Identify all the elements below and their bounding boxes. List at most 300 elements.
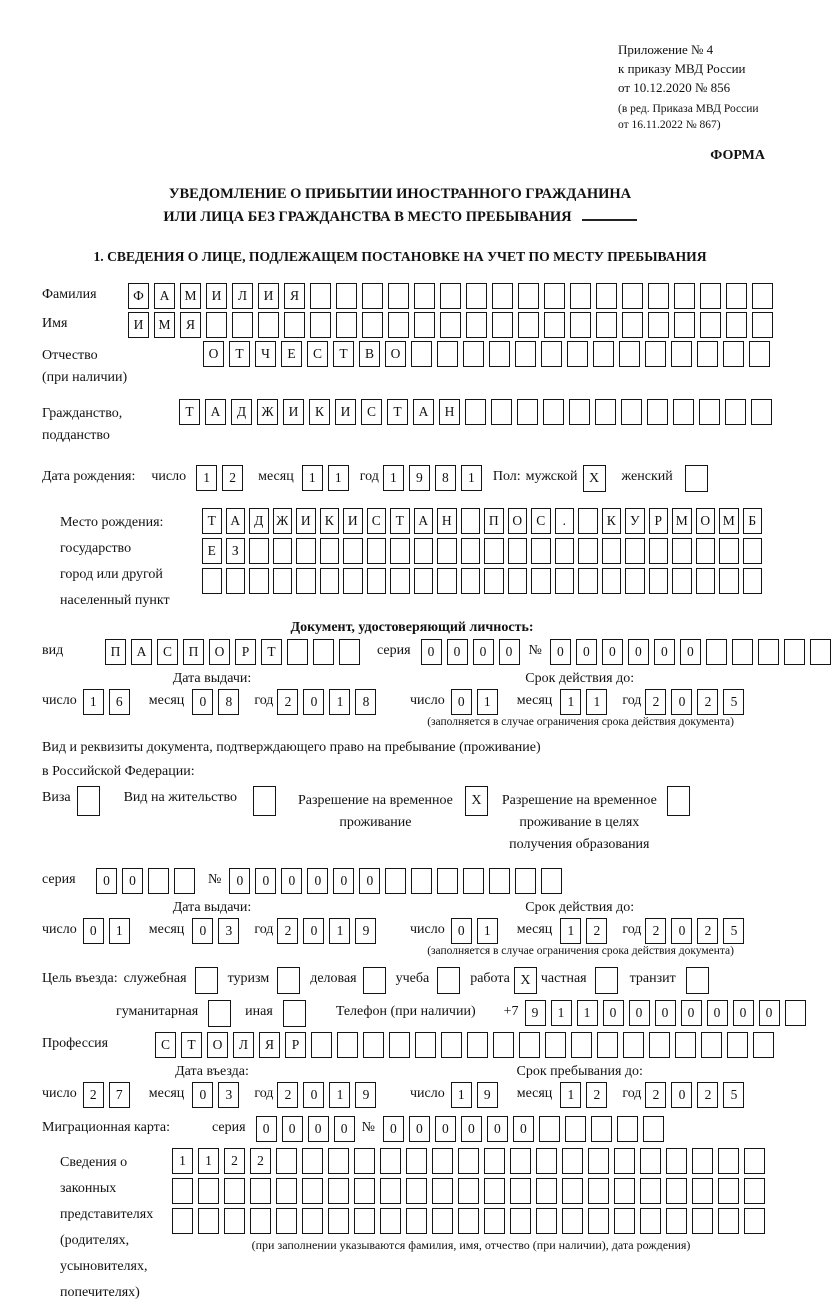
char-cell[interactable]: Б [743, 508, 763, 534]
char-cell[interactable]: 2 [645, 689, 666, 715]
char-cell[interactable]: 1 [109, 918, 130, 944]
char-cell[interactable]: Р [649, 508, 669, 534]
char-cell[interactable]: 0 [513, 1116, 534, 1142]
char-cell[interactable] [206, 312, 227, 338]
char-cell[interactable] [518, 312, 539, 338]
char-cell[interactable]: 0 [281, 868, 302, 894]
char-cell[interactable] [692, 1148, 713, 1174]
char-cell[interactable] [541, 868, 562, 894]
char-cell[interactable] [339, 639, 360, 665]
male-checkbox[interactable]: X [583, 465, 606, 492]
purpose-tourism-checkbox[interactable] [277, 967, 300, 994]
char-cell[interactable] [249, 568, 269, 594]
char-cell[interactable] [172, 1178, 193, 1204]
char-cell[interactable]: Р [235, 639, 256, 665]
char-cell[interactable] [458, 1208, 479, 1234]
char-cell[interactable]: . [555, 508, 575, 534]
char-cell[interactable] [437, 341, 458, 367]
char-cell[interactable]: З [226, 538, 246, 564]
char-cell[interactable]: Т [261, 639, 282, 665]
char-cell[interactable] [666, 1178, 687, 1204]
char-cell[interactable] [570, 283, 591, 309]
char-cell[interactable] [484, 538, 504, 564]
char-cell[interactable]: 2 [224, 1148, 245, 1174]
char-cell[interactable] [276, 1148, 297, 1174]
char-cell[interactable] [337, 1032, 358, 1058]
char-cell[interactable] [602, 568, 622, 594]
char-cell[interactable]: К [602, 508, 622, 534]
char-cell[interactable] [432, 1208, 453, 1234]
char-cell[interactable]: О [385, 341, 406, 367]
char-cell[interactable]: 0 [499, 639, 520, 665]
char-cell[interactable] [749, 341, 770, 367]
char-cell[interactable] [743, 568, 763, 594]
char-cell[interactable] [198, 1208, 219, 1234]
char-cell[interactable] [362, 283, 383, 309]
char-cell[interactable]: Ж [257, 399, 278, 425]
char-cell[interactable] [465, 399, 486, 425]
char-cell[interactable] [440, 312, 461, 338]
char-cell[interactable] [320, 568, 340, 594]
char-cell[interactable] [461, 538, 481, 564]
char-cell[interactable] [617, 1116, 638, 1142]
char-cell[interactable]: И [258, 283, 279, 309]
char-cell[interactable] [320, 538, 340, 564]
char-cell[interactable]: 0 [192, 1082, 213, 1108]
char-cell[interactable]: 7 [109, 1082, 130, 1108]
char-cell[interactable]: 0 [759, 1000, 780, 1026]
char-cell[interactable] [467, 1032, 488, 1058]
char-cell[interactable]: 0 [307, 868, 328, 894]
char-cell[interactable] [718, 1208, 739, 1234]
char-cell[interactable]: 0 [671, 1082, 692, 1108]
char-cell[interactable] [461, 568, 481, 594]
char-cell[interactable] [380, 1208, 401, 1234]
char-cell[interactable]: 2 [277, 918, 298, 944]
char-cell[interactable]: 0 [334, 1116, 355, 1142]
char-cell[interactable]: 2 [586, 1082, 607, 1108]
char-cell[interactable]: 1 [477, 689, 498, 715]
char-cell[interactable] [441, 1032, 462, 1058]
char-cell[interactable] [273, 568, 293, 594]
char-cell[interactable] [593, 341, 614, 367]
char-cell[interactable]: М [180, 283, 201, 309]
char-cell[interactable] [672, 538, 692, 564]
char-cell[interactable] [276, 1178, 297, 1204]
char-cell[interactable]: О [207, 1032, 228, 1058]
char-cell[interactable]: О [696, 508, 716, 534]
char-cell[interactable]: 1 [329, 1082, 350, 1108]
char-cell[interactable]: Ч [255, 341, 276, 367]
char-cell[interactable]: С [157, 639, 178, 665]
char-cell[interactable] [510, 1208, 531, 1234]
char-cell[interactable] [758, 639, 779, 665]
char-cell[interactable] [597, 1032, 618, 1058]
char-cell[interactable] [302, 1178, 323, 1204]
char-cell[interactable] [250, 1178, 271, 1204]
char-cell[interactable] [622, 283, 643, 309]
char-cell[interactable]: А [205, 399, 226, 425]
char-cell[interactable] [751, 399, 772, 425]
female-checkbox[interactable] [685, 465, 708, 492]
char-cell[interactable]: Н [439, 399, 460, 425]
char-cell[interactable]: 9 [477, 1082, 498, 1108]
char-cell[interactable] [588, 1178, 609, 1204]
char-cell[interactable] [596, 283, 617, 309]
char-cell[interactable] [311, 1032, 332, 1058]
char-cell[interactable]: 0 [409, 1116, 430, 1142]
char-cell[interactable]: 3 [218, 918, 239, 944]
char-cell[interactable]: К [320, 508, 340, 534]
char-cell[interactable] [354, 1148, 375, 1174]
char-cell[interactable] [484, 1148, 505, 1174]
char-cell[interactable] [389, 1032, 410, 1058]
char-cell[interactable] [354, 1208, 375, 1234]
char-cell[interactable] [649, 568, 669, 594]
char-cell[interactable] [515, 868, 536, 894]
char-cell[interactable]: 8 [355, 689, 376, 715]
visa-checkbox[interactable] [77, 786, 100, 816]
char-cell[interactable]: А [154, 283, 175, 309]
char-cell[interactable] [810, 639, 831, 665]
char-cell[interactable]: А [414, 508, 434, 534]
char-cell[interactable] [148, 868, 169, 894]
char-cell[interactable] [602, 538, 622, 564]
char-cell[interactable]: 1 [560, 689, 581, 715]
char-cell[interactable] [380, 1178, 401, 1204]
char-cell[interactable] [536, 1148, 557, 1174]
purpose-work-checkbox[interactable]: X [514, 967, 537, 994]
char-cell[interactable] [649, 538, 669, 564]
char-cell[interactable]: П [105, 639, 126, 665]
purpose-humanitarian-checkbox[interactable] [208, 1000, 231, 1027]
char-cell[interactable]: 1 [586, 689, 607, 715]
char-cell[interactable]: Л [233, 1032, 254, 1058]
char-cell[interactable] [224, 1208, 245, 1234]
char-cell[interactable]: 9 [525, 1000, 546, 1026]
char-cell[interactable] [432, 1178, 453, 1204]
char-cell[interactable] [437, 568, 457, 594]
char-cell[interactable]: 0 [333, 868, 354, 894]
char-cell[interactable]: Т [202, 508, 222, 534]
char-cell[interactable]: П [484, 508, 504, 534]
char-cell[interactable]: 1 [329, 918, 350, 944]
char-cell[interactable] [432, 1148, 453, 1174]
char-cell[interactable] [578, 568, 598, 594]
char-cell[interactable]: 0 [629, 1000, 650, 1026]
char-cell[interactable]: Л [232, 283, 253, 309]
char-cell[interactable] [647, 399, 668, 425]
char-cell[interactable]: И [206, 283, 227, 309]
char-cell[interactable]: Ф [128, 283, 149, 309]
char-cell[interactable] [249, 538, 269, 564]
char-cell[interactable]: И [296, 508, 316, 534]
char-cell[interactable]: 0 [461, 1116, 482, 1142]
char-cell[interactable] [250, 1208, 271, 1234]
char-cell[interactable]: 2 [222, 465, 243, 491]
char-cell[interactable]: 0 [421, 639, 442, 665]
char-cell[interactable]: 3 [218, 1082, 239, 1108]
char-cell[interactable]: 0 [83, 918, 104, 944]
char-cell[interactable]: 0 [603, 1000, 624, 1026]
char-cell[interactable]: 0 [308, 1116, 329, 1142]
char-cell[interactable] [744, 1148, 765, 1174]
char-cell[interactable] [700, 283, 721, 309]
char-cell[interactable]: Д [249, 508, 269, 534]
char-cell[interactable]: С [531, 508, 551, 534]
char-cell[interactable] [536, 1178, 557, 1204]
char-cell[interactable] [784, 639, 805, 665]
char-cell[interactable]: 2 [83, 1082, 104, 1108]
char-cell[interactable]: 0 [229, 868, 250, 894]
char-cell[interactable]: 1 [577, 1000, 598, 1026]
char-cell[interactable]: А [131, 639, 152, 665]
char-cell[interactable] [531, 538, 551, 564]
char-cell[interactable]: 0 [359, 868, 380, 894]
char-cell[interactable] [555, 568, 575, 594]
char-cell[interactable] [380, 1148, 401, 1174]
char-cell[interactable] [343, 568, 363, 594]
char-cell[interactable] [508, 568, 528, 594]
char-cell[interactable] [675, 1032, 696, 1058]
char-cell[interactable] [539, 1116, 560, 1142]
char-cell[interactable]: Т [179, 399, 200, 425]
char-cell[interactable] [302, 1208, 323, 1234]
char-cell[interactable] [415, 1032, 436, 1058]
char-cell[interactable] [541, 341, 562, 367]
char-cell[interactable]: 0 [487, 1116, 508, 1142]
char-cell[interactable]: 2 [645, 918, 666, 944]
char-cell[interactable] [614, 1178, 635, 1204]
char-cell[interactable]: Я [259, 1032, 280, 1058]
char-cell[interactable] [727, 1032, 748, 1058]
char-cell[interactable]: 0 [303, 1082, 324, 1108]
char-cell[interactable] [571, 1032, 592, 1058]
char-cell[interactable]: 2 [697, 918, 718, 944]
char-cell[interactable] [414, 568, 434, 594]
char-cell[interactable] [732, 639, 753, 665]
char-cell[interactable]: С [361, 399, 382, 425]
char-cell[interactable]: 1 [172, 1148, 193, 1174]
char-cell[interactable] [172, 1208, 193, 1234]
char-cell[interactable] [544, 312, 565, 338]
char-cell[interactable] [700, 312, 721, 338]
char-cell[interactable] [562, 1178, 583, 1204]
char-cell[interactable] [440, 283, 461, 309]
char-cell[interactable]: М [672, 508, 692, 534]
char-cell[interactable] [591, 1116, 612, 1142]
char-cell[interactable] [484, 1178, 505, 1204]
purpose-transit-checkbox[interactable] [686, 967, 709, 994]
char-cell[interactable] [310, 312, 331, 338]
char-cell[interactable] [725, 399, 746, 425]
char-cell[interactable] [463, 868, 484, 894]
char-cell[interactable]: 5 [723, 918, 744, 944]
char-cell[interactable] [785, 1000, 806, 1026]
char-cell[interactable]: Т [229, 341, 250, 367]
char-cell[interactable]: С [307, 341, 328, 367]
char-cell[interactable]: 2 [586, 918, 607, 944]
char-cell[interactable] [466, 283, 487, 309]
char-cell[interactable] [414, 538, 434, 564]
char-cell[interactable] [273, 538, 293, 564]
char-cell[interactable]: 0 [681, 1000, 702, 1026]
char-cell[interactable]: А [226, 508, 246, 534]
char-cell[interactable]: 0 [256, 1116, 277, 1142]
char-cell[interactable] [466, 312, 487, 338]
char-cell[interactable]: 1 [198, 1148, 219, 1174]
char-cell[interactable]: 9 [355, 1082, 376, 1108]
char-cell[interactable]: Т [181, 1032, 202, 1058]
purpose-business-checkbox[interactable] [363, 967, 386, 994]
char-cell[interactable]: К [309, 399, 330, 425]
char-cell[interactable] [367, 538, 387, 564]
char-cell[interactable] [588, 1148, 609, 1174]
char-cell[interactable] [406, 1208, 427, 1234]
char-cell[interactable] [328, 1148, 349, 1174]
char-cell[interactable] [726, 312, 747, 338]
char-cell[interactable]: С [367, 508, 387, 534]
char-cell[interactable] [284, 312, 305, 338]
char-cell[interactable]: У [625, 508, 645, 534]
char-cell[interactable]: Т [387, 399, 408, 425]
char-cell[interactable]: 5 [723, 689, 744, 715]
char-cell[interactable] [296, 538, 316, 564]
char-cell[interactable] [562, 1208, 583, 1234]
char-cell[interactable] [536, 1208, 557, 1234]
char-cell[interactable] [648, 312, 669, 338]
char-cell[interactable] [578, 538, 598, 564]
char-cell[interactable] [643, 1116, 664, 1142]
char-cell[interactable]: 0 [303, 689, 324, 715]
char-cell[interactable]: 1 [560, 1082, 581, 1108]
char-cell[interactable] [595, 399, 616, 425]
char-cell[interactable] [545, 1032, 566, 1058]
char-cell[interactable]: Р [285, 1032, 306, 1058]
char-cell[interactable] [692, 1208, 713, 1234]
char-cell[interactable] [531, 568, 551, 594]
char-cell[interactable]: 1 [328, 465, 349, 491]
char-cell[interactable] [543, 399, 564, 425]
char-cell[interactable]: С [155, 1032, 176, 1058]
char-cell[interactable] [614, 1148, 635, 1174]
char-cell[interactable] [666, 1208, 687, 1234]
char-cell[interactable] [570, 312, 591, 338]
char-cell[interactable] [640, 1148, 661, 1174]
char-cell[interactable]: 0 [192, 689, 213, 715]
char-cell[interactable] [640, 1208, 661, 1234]
char-cell[interactable]: 0 [447, 639, 468, 665]
char-cell[interactable]: 1 [196, 465, 217, 491]
char-cell[interactable] [673, 399, 694, 425]
char-cell[interactable] [458, 1148, 479, 1174]
char-cell[interactable]: 2 [697, 689, 718, 715]
char-cell[interactable]: 0 [628, 639, 649, 665]
char-cell[interactable]: Я [180, 312, 201, 338]
char-cell[interactable] [310, 283, 331, 309]
char-cell[interactable] [596, 312, 617, 338]
char-cell[interactable]: Т [333, 341, 354, 367]
char-cell[interactable]: 2 [277, 689, 298, 715]
char-cell[interactable] [510, 1178, 531, 1204]
char-cell[interactable] [718, 1178, 739, 1204]
char-cell[interactable] [625, 568, 645, 594]
char-cell[interactable]: 8 [218, 689, 239, 715]
char-cell[interactable] [567, 341, 588, 367]
char-cell[interactable]: Я [284, 283, 305, 309]
char-cell[interactable] [671, 341, 692, 367]
char-cell[interactable]: 2 [645, 1082, 666, 1108]
char-cell[interactable] [619, 341, 640, 367]
char-cell[interactable] [411, 868, 432, 894]
char-cell[interactable]: 1 [302, 465, 323, 491]
temp-residence-permit-checkbox[interactable]: X [465, 786, 488, 816]
char-cell[interactable]: П [183, 639, 204, 665]
char-cell[interactable]: 0 [671, 689, 692, 715]
char-cell[interactable] [614, 1208, 635, 1234]
char-cell[interactable] [224, 1178, 245, 1204]
char-cell[interactable] [518, 283, 539, 309]
char-cell[interactable] [674, 283, 695, 309]
purpose-private-checkbox[interactable] [595, 967, 618, 994]
char-cell[interactable] [701, 1032, 722, 1058]
char-cell[interactable]: 0 [122, 868, 143, 894]
char-cell[interactable] [406, 1178, 427, 1204]
char-cell[interactable] [198, 1178, 219, 1204]
char-cell[interactable]: Е [202, 538, 222, 564]
char-cell[interactable]: 5 [723, 1082, 744, 1108]
char-cell[interactable] [461, 508, 481, 534]
char-cell[interactable]: 1 [560, 918, 581, 944]
char-cell[interactable] [492, 312, 513, 338]
char-cell[interactable] [328, 1178, 349, 1204]
char-cell[interactable]: 1 [477, 918, 498, 944]
char-cell[interactable] [555, 538, 575, 564]
char-cell[interactable]: А [413, 399, 434, 425]
char-cell[interactable] [588, 1208, 609, 1234]
char-cell[interactable]: О [203, 341, 224, 367]
char-cell[interactable]: 0 [671, 918, 692, 944]
char-cell[interactable] [491, 399, 512, 425]
char-cell[interactable] [718, 1148, 739, 1174]
char-cell[interactable]: 0 [435, 1116, 456, 1142]
char-cell[interactable] [390, 568, 410, 594]
char-cell[interactable] [343, 538, 363, 564]
char-cell[interactable] [699, 399, 720, 425]
char-cell[interactable] [489, 868, 510, 894]
char-cell[interactable] [437, 868, 458, 894]
char-cell[interactable]: 0 [733, 1000, 754, 1026]
char-cell[interactable] [625, 538, 645, 564]
char-cell[interactable]: 1 [551, 1000, 572, 1026]
char-cell[interactable]: 0 [282, 1116, 303, 1142]
char-cell[interactable] [414, 283, 435, 309]
char-cell[interactable] [354, 1178, 375, 1204]
char-cell[interactable] [569, 399, 590, 425]
char-cell[interactable] [697, 341, 718, 367]
char-cell[interactable]: В [359, 341, 380, 367]
char-cell[interactable] [276, 1208, 297, 1234]
char-cell[interactable] [328, 1208, 349, 1234]
char-cell[interactable]: 0 [602, 639, 623, 665]
char-cell[interactable]: 0 [451, 689, 472, 715]
char-cell[interactable]: 1 [451, 1082, 472, 1108]
char-cell[interactable] [696, 568, 716, 594]
char-cell[interactable]: 9 [355, 918, 376, 944]
char-cell[interactable]: Д [231, 399, 252, 425]
char-cell[interactable] [492, 283, 513, 309]
char-cell[interactable]: И [283, 399, 304, 425]
